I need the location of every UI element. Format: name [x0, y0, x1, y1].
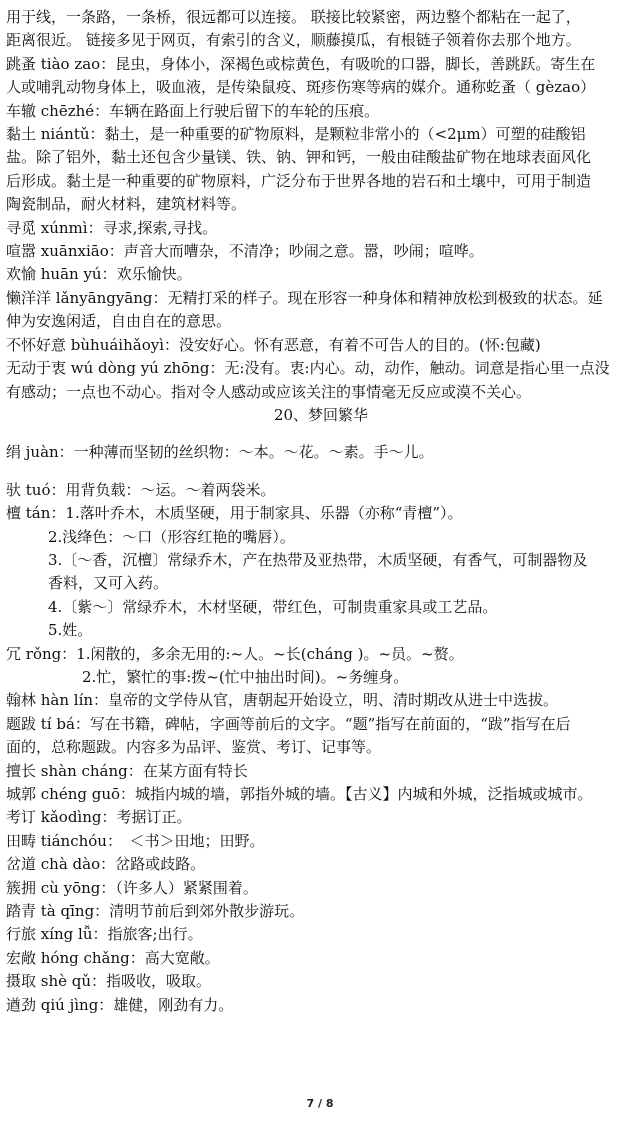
text-line: 檀 tán：1.落叶乔木，木质坚硬，用于制家具、乐器（亦称“青檀”）。 [6, 504, 463, 523]
section-title: 20、梦回繁华 [273, 405, 369, 424]
text-line: 题跋 tí bá：写在书籍，碑帖，字画等前后的文字。“题”指写在前面的，“跋”指写在后 [6, 714, 571, 733]
text-line: 擅长 shàn cháng：在某方面有特长 [6, 761, 248, 780]
text-line: 伸为安逸闲适，自由自在的意思。 [6, 312, 232, 331]
text-line: 跳蚤 tiào zao：昆虫，身体小，深褐色或棕黄色，有吸吮的口器，脚长，善跳跃。寄生在 [6, 54, 596, 73]
text-line: 盐。除了铝外，黏土还包含少量镁、铁、钠、钾和钙，一般由硅酸盐矿物在地球表面风化 [6, 148, 592, 167]
text-line: 4.〔紫～〕常绿乔木，木材坚硬，带红色，可制贵重家具或工艺品。 [48, 597, 498, 616]
text-line: 宏敞 hóng chǎng：高大宽敞。 [6, 948, 220, 967]
text-line: 喧嚣 xuānxiāo：声音大而嘈杂，不清净；吵闹之意。嚣，吵闹；喧哗。 [6, 242, 484, 261]
text-line: 2.浅绛色：～口（形容红艳的嘴唇）。 [48, 527, 295, 546]
text-line: 距离很近。 链接多见于网页，有索引的含义，顺藤摸瓜，有根链子领着你去那个地方。 [6, 31, 581, 50]
text-line: 黏土 niántǔ：黏土，是一种重要的矿物原料，是颗粒非常小的（<2μm）可塑的硅酸铝 [6, 125, 586, 144]
text-line: 考订 kǎodìng：考据订正。 [6, 808, 192, 827]
text-line: 不怀好意 bùhuáihǎoyì：没安好心。怀有恶意，有着不可告人的目的。(怀:包藏) [6, 335, 541, 354]
text-line: 面的，总称题跋。内容多为品评、鉴赏、考订、记事等。 [6, 738, 382, 757]
document-page [6, 6, 636, 1017]
text-line: 田畴 tiánchóu： ＜书＞田地；田野。 [6, 831, 265, 850]
text-line: 5.姓。 [48, 621, 93, 640]
text-line: 3.〔～香，沉檀〕常绿乔木，产在热带及亚热带，木质坚硬，有香气，可制器物及 [48, 550, 588, 569]
text-line: 人或哺乳动物身体上，吸血液，是传染鼠疫、斑疹伤寒等病的媒介。通称虼蚤（ gèzao） [6, 78, 596, 97]
text-line: 2.忙，繁忙的事:拨~(忙中抽出时间)。~务缠身。 [82, 667, 409, 686]
text-line: 翰林 hàn lín：皇帝的文学侍从官，唐朝起开始设立，明、清时期改从进士中选拔。 [6, 691, 559, 710]
text-line: 无动于衷 wú dòng yú zhōng：无:没有。衷:内心。动，动作，触动。词意是指心里一点没 [6, 359, 610, 378]
text-line: 岔道 chà dào：岔路或歧路。 [6, 855, 206, 874]
text-line: 用于线，一条路，一条桥，很远都可以连接。 联接比较紧密，两边整个都粘在一起了， [6, 8, 581, 26]
text-line: 簇拥 cù yōng：（许多人）紧紧围着。 [6, 878, 258, 897]
text-line: 驮 tuó：用背负载：～运。～着两袋米。 [6, 480, 276, 499]
text-line: 城郭 chéng guō：城指内城的墙，郭指外城的墙。【古义】内城和外城，泛指城或城市。 [6, 785, 593, 803]
text-line: 寻觅 xúnmì：寻求,探索,寻找。 [6, 218, 218, 237]
text-line: 有感动；一点也不动心。指对令人感动或应该关注的事情毫无反应或漠不关心。 [6, 382, 532, 401]
text-line: 后形成。黏土是一种重要的矿物原料，广泛分布于世界各地的岩石和土壤中，可用于制造 [6, 171, 592, 190]
text-line: 欢愉 huān yú：欢乐愉快。 [6, 265, 192, 284]
text-line: 行旅 xíng lǚ：指旅客;出行。 [6, 925, 203, 944]
text-line: 摄取 shè qǔ：指吸收，吸取。 [6, 972, 212, 991]
text-line: 冗 rǒng：1.闲散的，多余无用的:~人。~长(cháng )。~员。~赘。 [6, 644, 464, 663]
text-line: 陶瓷制品，耐火材料，建筑材料等。 [6, 195, 247, 214]
spacer [6, 465, 636, 479]
page-number: 7 / 8 [306, 1097, 334, 1110]
text-line: 香料，又可入药。 [48, 574, 169, 593]
text-line: 踏青 tà qīng：清明节前后到郊外散步游玩。 [6, 902, 305, 921]
spacer [6, 427, 636, 441]
text-line: 遒劲 qiú jìng：雄健，刚劲有力。 [6, 995, 234, 1014]
text-line: 车辙 chēzhé：车辆在路面上行驶后留下的车轮的压痕。 [6, 101, 380, 120]
text-line: 绢 juàn：一种薄而坚韧的丝织物：～本。～花。～素。手～儿。 [6, 443, 434, 462]
text-line: 懒洋洋 lǎnyāngyāng：无精打采的样子。现在形容一种身体和精神放松到极致的状态。延 [6, 288, 603, 307]
